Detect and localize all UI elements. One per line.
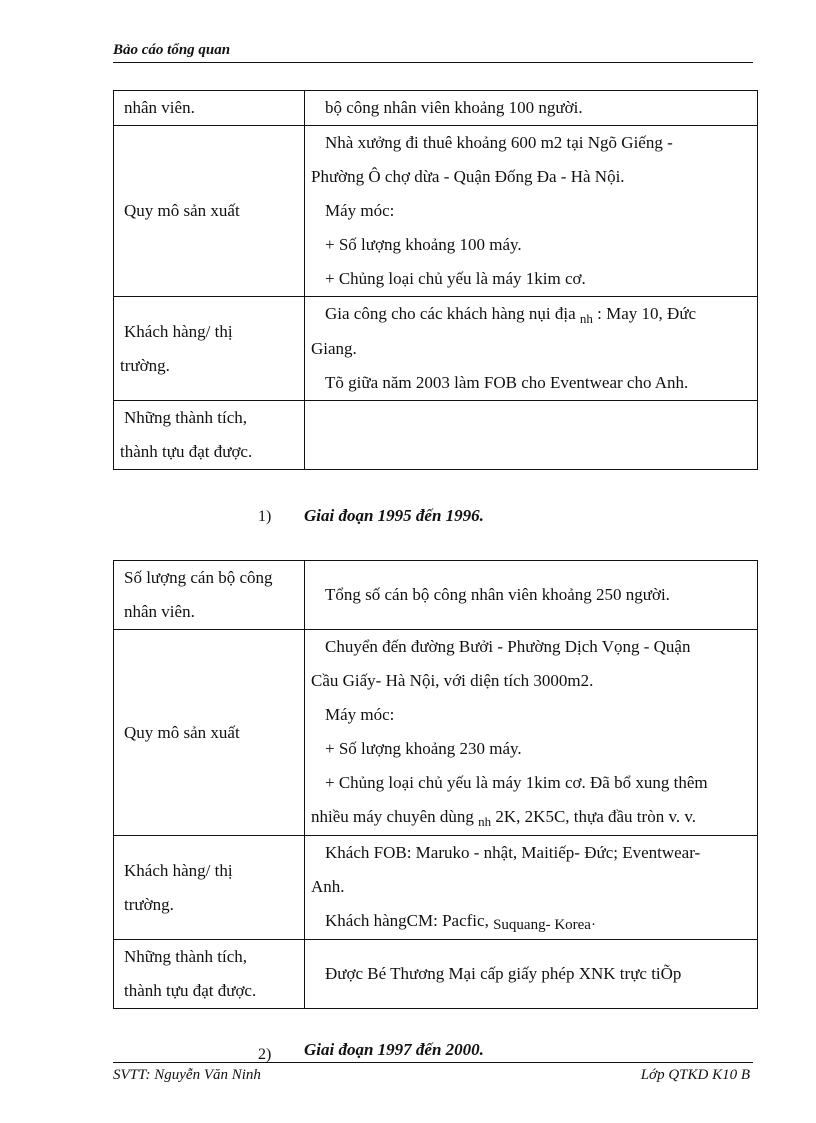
table-row [114, 126, 758, 297]
row-content: Gia công cho các khách hàng nụi địa $_{nh}$ : May 10, Đức Giang. Tõ giữa năm 2003 làm FOB cho Eventwear cho Anh. [305, 297, 758, 401]
footer-class: Lớp QTKD K10 B [640, 1067, 750, 1083]
section-title: Giai đoạn 1997 đến 2000. [304, 1040, 484, 1059]
section-heading-1 [258, 506, 484, 526]
row-label: Những thành tích, thành tựu đạt được. [114, 940, 305, 1009]
section-title: Giai đoạn 1995 đến 1996. [304, 506, 484, 525]
row-content: Nhà xưởng đi thuê khoảng 600 m2 tại Ngõ Giếng - Phường Ô chợ dừa - Quận Đống Đa - Hà Nội. Máy móc: + Số lượng khoảng 100 máy. + Chủng loại chủ yếu là máy 1kim cơ. [305, 126, 758, 297]
footer-rule [113, 1062, 753, 1063]
section-number: 1) [258, 508, 272, 525]
header-rule [113, 62, 753, 63]
info-table-2 [113, 560, 758, 1009]
info-table-1 [113, 90, 758, 470]
section-heading-2 [258, 1040, 484, 1063]
row-label: Khách hàng/ thị trường. [114, 297, 305, 401]
row-label: Những thành tích, thành tựu đạt được. [114, 401, 305, 470]
table-row [114, 401, 758, 470]
row-content: bộ công nhân viên khoảng 100 người. [305, 91, 758, 126]
row-label: Quy mô sản xuất [114, 630, 305, 836]
row-label: Quy mô sản xuất [114, 126, 305, 297]
row-label: nhân viên. [114, 91, 305, 126]
table-row [114, 91, 758, 126]
page-header-title: Bảo cáo tổng quan [113, 42, 231, 58]
row-label: Số lượng cán bộ công nhân viên. [114, 561, 305, 630]
table-row [114, 836, 758, 940]
row-content: Chuyển đến đường Bưởi - Phường Dịch Vọng - Quận Cầu Giấy- Hà Nội, với diện tích 3000m2. Máy móc: + Số lượng khoảng 230 máy. + Chủng loại chủ yếu là máy 1kim cơ. Đã bổ xung thêm nhiều máy chuyên dùng $_{nh}$ 2K, 2K5C, thựa đầu tròn v. v. [305, 630, 758, 836]
section-number: 2) [258, 1046, 272, 1063]
row-content: Tổng số cán bộ công nhân viên khoảng 250 người. [305, 561, 758, 630]
table-row [114, 561, 758, 630]
table-row [114, 940, 758, 1009]
table-row [114, 630, 758, 836]
footer-author: SVTT: Nguyễn Văn Ninh [113, 1067, 261, 1083]
row-content [305, 401, 758, 470]
row-content: Được Bé Thương Mại cấp giấy phép XNK trực tiÕp [305, 940, 758, 1009]
row-content: Khách FOB: Maruko - nhật, Maitiếp- Đức; Eventwear- Anh. Khách hàngCM: Pacfic, Suquang- Korea· [305, 836, 758, 940]
table-row [114, 297, 758, 401]
row-label: Khách hàng/ thị trường. [114, 836, 305, 940]
